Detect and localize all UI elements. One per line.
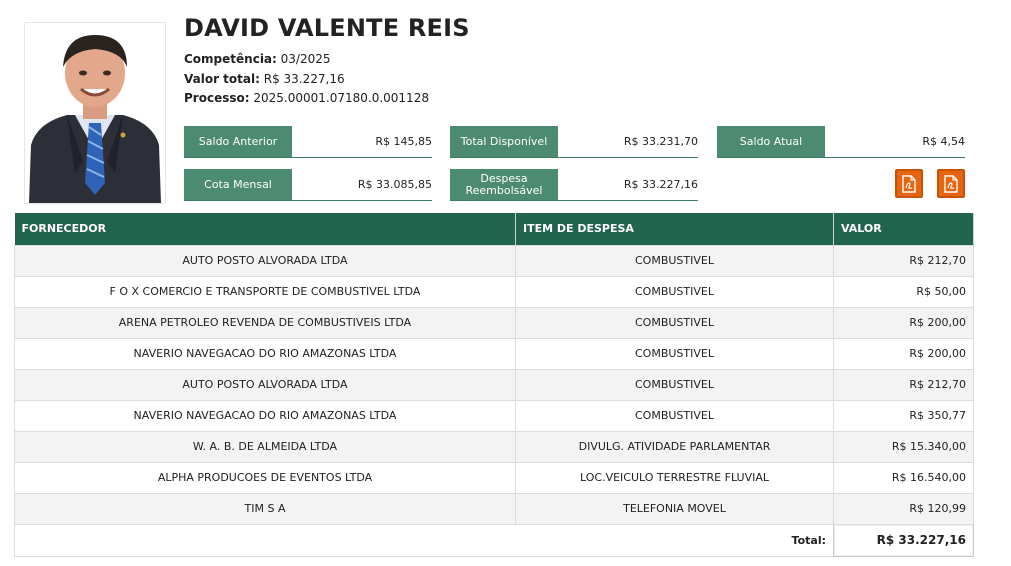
table-row: [15, 369, 974, 400]
cell-item: DIVULG. ATIVIDADE PARLAMENTAR: [516, 431, 834, 462]
pdf-file-icon: [943, 175, 959, 193]
cell-item: COMBUSTIVEL: [516, 307, 834, 338]
total-value: R$ 33.227,16: [834, 524, 974, 556]
cota-mensal-label: Cota Mensal: [184, 169, 292, 200]
processo-value: 2025.00001.07180.0.001128: [253, 91, 429, 105]
cell-item: COMBUSTIVEL: [516, 400, 834, 431]
cell-item: TELEFONIA MOVEL: [516, 493, 834, 524]
cell-valor: R$ 16.540,00: [834, 462, 974, 493]
total-row: [15, 524, 974, 556]
processo-line: [184, 91, 429, 105]
cell-valor: R$ 200,00: [834, 307, 974, 338]
cell-fornecedor: AUTO POSTO ALVORADA LTDA: [15, 369, 516, 400]
expenses-table: [14, 213, 974, 557]
cell-valor: R$ 15.340,00: [834, 431, 974, 462]
cell-valor: R$ 350,77: [834, 400, 974, 431]
saldo-anterior-label: Saldo Anterior: [184, 126, 292, 157]
cell-valor: R$ 50,00: [834, 276, 974, 307]
cell-fornecedor: TIM S A: [15, 493, 516, 524]
pdf-file-icon: [901, 175, 917, 193]
cell-item: LOC.VEICULO TERRESTRE FLUVIAL: [516, 462, 834, 493]
table-header-row: [15, 213, 974, 245]
header-fornecedor[interactable]: FORNECEDOR: [15, 213, 516, 245]
saldo-anterior-stat: [184, 126, 432, 158]
cell-fornecedor: NAVERIO NAVEGACAO DO RIO AMAZONAS LTDA: [15, 400, 516, 431]
cell-fornecedor: ALPHA PRODUCOES DE EVENTOS LTDA: [15, 462, 516, 493]
valor-total-label: Valor total:: [184, 72, 260, 86]
despesa-reembolsavel-label-line2: Reembolsável: [465, 183, 543, 197]
cell-fornecedor: ARENA PETROLEO REVENDA DE COMBUSTIVEIS LTDA: [15, 307, 516, 338]
table-row: [15, 462, 974, 493]
competencia-label: Competência:: [184, 52, 277, 66]
cell-valor: R$ 212,70: [834, 245, 974, 276]
table-row: [15, 338, 974, 369]
valor-total-line: [184, 72, 345, 86]
cell-item: COMBUSTIVEL: [516, 276, 834, 307]
table-row: [15, 493, 974, 524]
cell-fornecedor: NAVERIO NAVEGACAO DO RIO AMAZONAS LTDA: [15, 338, 516, 369]
processo-label: Processo:: [184, 91, 250, 105]
deputy-name: DAVID VALENTE REIS: [184, 14, 470, 42]
competencia-line: [184, 52, 331, 66]
cota-mensal-stat: [184, 169, 432, 201]
total-disponivel-stat: [450, 126, 698, 158]
pdf-download-button-2[interactable]: [937, 169, 965, 198]
cell-valor: R$ 212,70: [834, 369, 974, 400]
despesa-reembolsavel-label: [450, 169, 558, 200]
table-row: [15, 245, 974, 276]
saldo-atual-stat: [717, 126, 965, 158]
portrait-image: [25, 23, 165, 203]
table-row: [15, 276, 974, 307]
cell-item: COMBUSTIVEL: [516, 338, 834, 369]
cell-valor: R$ 200,00: [834, 338, 974, 369]
header-item-despesa[interactable]: ITEM DE DESPESA: [516, 213, 834, 245]
valor-total-value: R$ 33.227,16: [263, 72, 345, 86]
saldo-atual-label: Saldo Atual: [717, 126, 825, 157]
profile-photo: [24, 22, 166, 204]
despesa-reembolsavel-value: R$ 33.227,16: [623, 178, 698, 191]
saldo-anterior-value: R$ 145,85: [375, 135, 432, 148]
total-disponivel-label: Total Disponível: [450, 126, 558, 157]
cell-fornecedor: W. A. B. DE ALMEIDA LTDA: [15, 431, 516, 462]
competencia-value: 03/2025: [280, 52, 331, 66]
total-disponivel-value: R$ 33.231,70: [623, 135, 698, 148]
cota-mensal-value: R$ 33.085,85: [357, 178, 432, 191]
table-row: [15, 431, 974, 462]
pdf-download-button-1[interactable]: [895, 169, 923, 198]
cell-fornecedor: F O X COMERCIO E TRANSPORTE DE COMBUSTIVEL LTDA: [15, 276, 516, 307]
table-row: [15, 400, 974, 431]
saldo-atual-value: R$ 4,54: [922, 135, 965, 148]
table-row: [15, 307, 974, 338]
despesa-reembolsavel-label-line1: Despesa: [480, 171, 528, 185]
cell-item: COMBUSTIVEL: [516, 245, 834, 276]
cell-item: COMBUSTIVEL: [516, 369, 834, 400]
header-valor[interactable]: VALOR: [834, 213, 974, 245]
despesa-reembolsavel-stat: [450, 169, 698, 201]
cell-valor: R$ 120,99: [834, 493, 974, 524]
cell-fornecedor: AUTO POSTO ALVORADA LTDA: [15, 245, 516, 276]
total-label: Total:: [15, 524, 834, 556]
